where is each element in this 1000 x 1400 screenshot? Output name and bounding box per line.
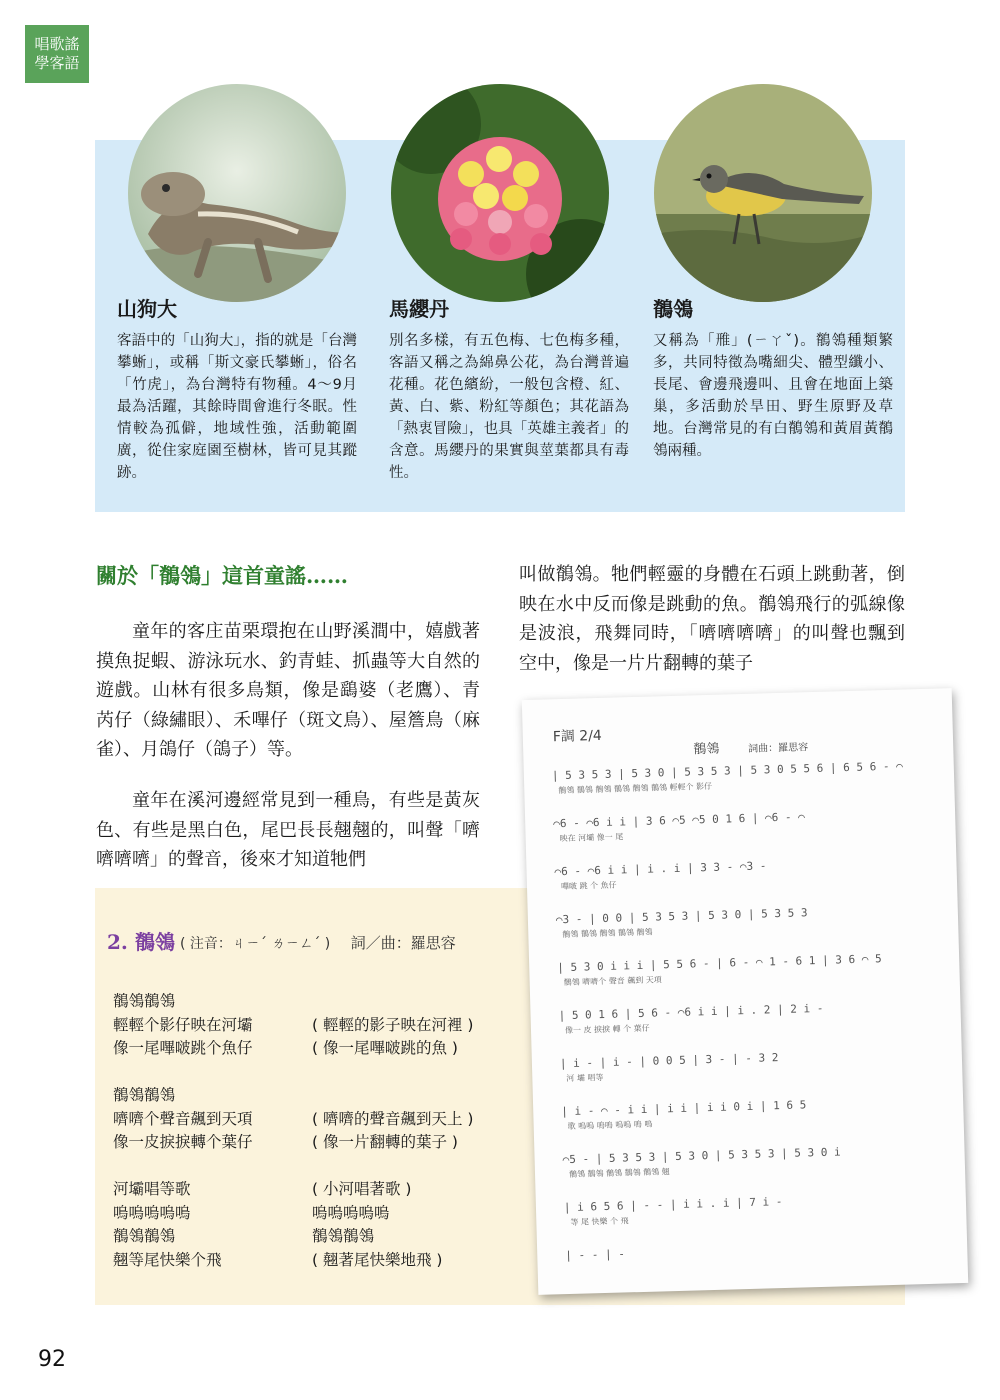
lizard-photo [128,84,346,302]
hakka-stanza [113,1178,253,1272]
lyric-line: 鶺鴒鶺鴒 [113,992,176,1010]
article-paragraph-2: 童年在溪河邊經常見到一種鳥，有些是黃灰色、有些是黑白色，尾巴長長翹翹的，叫聲「嚌嚌嚌嚌」的聲音，後來才知道牠們 [96,790,480,870]
score-credit: 詞曲：羅思容 [748,742,809,755]
score-note-row: ⌒6 - ⌒6 i i | 3 6 ⌒5 ⌒5 0 1 6 | ⌒6 - ⌒ [553,810,805,831]
lyric-line: 翹等尾快樂个飛 [113,1250,222,1269]
score-lyric-row: 鶺鴒 鶺鴒 鶺鴒 鶺鴒 鶺鴒 翹 [568,1167,670,1179]
wagtail-illustration [654,84,872,302]
score-lyric-row: 歌 嗚嗚 嗚嗚 嗚嗚 嗚 嗚 [567,1119,653,1132]
score-lyric-row: 等 尾 快樂 个 飛 [570,1216,629,1227]
species-title-wagtail: 鶺鴒 [653,297,693,321]
hakka-stanza [113,1084,253,1155]
wagtail-bird-photo [654,84,872,302]
score-lyric-row: 映在 河壩 像一 尾 [559,832,624,844]
page-number: 92 [38,1347,66,1372]
lyric-line: 像一尾嗶啵跳个魚仔 [113,1039,253,1057]
score-title: 鶺鴒 [693,741,720,758]
score-note-row: | 5 3 0 i i i | 5 5 6 - | 6 - ⌒ 1 - 6 1 | 3 6 ⌒ 5 [557,952,882,975]
score-lyric-row: 鶺鴒 嚌嚌个 聲音 飆到 天項 [563,975,662,988]
section-tag [25,25,89,83]
score-note-row: | i - ⌒ - i i | i i | i i 0 i | 1 6 5 [561,1098,807,1119]
lyric-line [312,990,473,1014]
score-lyric-row: 像一 皮 捩捩 轉 个 葉仔 [564,1023,650,1036]
lyric-line: 鶺鴒鶺鴒 [113,1086,176,1104]
score-note-row: | i - | i - | 0 0 5 | 3 - | - 3 2 [559,1051,779,1071]
song-meta [180,932,456,953]
score-note-row: | 5 0 1 6 | 5 6 - ⌒6 i i | i . 2 | 2 i - [558,1001,824,1023]
score-lyric-row: 鶺鴒 鶺鴒 鶺鴒 鶺鴒 鶺鴒 [562,927,653,940]
article-paragraph-3: 叫做鶺鴒。牠們輕靈的身體在石頭上跳動著，倒映在水中反而像是跳動的魚。鶺鴒飛行的弧線像是波浪，飛舞同時，「嚌嚌嚌嚌」的叫聲也飄到空中，像是一片片翻轉的葉子 [519,564,905,674]
species-title-lizard: 山狗大 [117,297,177,321]
lyric-line: 嗚嗚嗚嗚嗚 [312,1203,390,1222]
song-phonetic: ( 注音：ㄐㄧˊ ㄌㄧㄥˊ ) [180,936,331,952]
score-lyric-row: 嗶啵 跳 个 魚仔 [560,880,617,892]
score-note-row: ⌒6 - ⌒6 i i | i . i | 3 3 - ⌒3 - [554,859,767,879]
score-key: F調 2/4 [552,727,603,746]
mandarin-stanza [312,1178,473,1272]
score-lyric-row: 河 壩 唱等 [566,1072,604,1084]
article-heading: 關於「鶺鴒」這首童謠…… [96,563,348,588]
lantana-flower-photo [391,84,609,302]
lyric-line: ( 像一尾嗶啵跳的魚 ) [312,1039,458,1057]
lyric-line: ( 小河唱著歌 ) [312,1180,412,1198]
lyric-line: 鶺鴒鶺鴒 [312,1227,375,1245]
species-text-wagtail: 又稱為「雃」(ㄧㄚˇ)。鶺鴒種類繁多，共同特徵為嘴細尖、體型纖小、長尾、會邊飛邊叫、且會在地面上築巢，多活動於旱田、野生原野及草地。台灣常見的有白鶺鴒和黃眉黃鶺鴒兩種。 [653,333,893,459]
hakka-stanza [113,990,253,1061]
lizard-illustration [128,84,346,302]
score-note-row: | 5 3 5 3 | 5 3 0 | 5 3 5 3 | 5 3 0 5 5 6 | 6 5 6 - ⌒ [551,759,903,783]
lyric-line: ( 像一片翻轉的葉子 ) [312,1133,458,1151]
species-text-lantana: 別名多樣，有五色梅、七色梅多種，客語又稱之為綿鼻公花，為台灣普遍花種。花色繽紛，一般包含橙、紅、黃、白、紫、粉紅等顏色；其花語為「熱衷冒險」，也具「英雄主義者」的含意。馬纓丹的果實與莖葉都具有毒性。 [389,333,629,481]
lyric-line: 鶺鴒鶺鴒 [113,1227,176,1245]
score-rows [552,759,917,1262]
lyric-line: ( 輕輕的影子映在河裡 ) [312,1015,474,1034]
species-text-lizard: 客語中的「山狗大」，指的就是「台灣攀蜥」，或稱「斯文豪氏攀蜥」，俗名「竹虎」，為台灣特有物種。4～9月最為活躍，其餘時間會進行冬眠。性情較為孤僻，地域性強，活動範圍廣，從住家庭園至樹林，皆可見其蹤跡。 [117,333,357,481]
numbered-notation-score [522,688,968,1295]
music-score-sheet [522,688,968,1295]
score-note-row: ⌒5 - | 5 3 5 3 | 5 3 0 | 5 3 5 3 | 5 3 0 i [562,1145,841,1167]
score-note-row: ⌒3 - | 0 0 | 5 3 5 3 | 5 3 0 | 5 3 5 3 [555,906,808,927]
article-paragraph-1: 童年的客庄苗栗環抱在山野溪澗中，嬉戲著摸魚捉蝦、游泳玩水、釣青蛙、抓蟲等大自然的遊戲。山林有很多鳥類，像是鷂婆（老鷹）、青芮仔（綠繡眼）、禾嗶仔（斑文鳥）、屋簷鳥（麻雀）、月鴿仔（鴿子）等。 [96,621,480,760]
mandarin-stanza [312,1084,473,1155]
section-tag-line1: 唱歌謠 [34,35,80,53]
lyric-line: 河壩唱等歌 [113,1180,191,1198]
lyric-line [312,1084,473,1108]
lantana-illustration [391,84,609,302]
species-title-lantana: 馬纓丹 [389,297,449,321]
score-note-row: | i 6 5 6 | - - | i i . i | 7 i - [563,1195,783,1215]
lyric-line: 像一皮捩捩轉个葉仔 [113,1133,253,1151]
lyric-line: 嚌嚌个聲音飆到天項 [113,1109,253,1128]
song-author: 詞／曲：羅思容 [350,934,456,952]
mandarin-lyrics [312,990,473,1296]
lyric-line: ( 嚌嚌的聲音飆到天上 ) [312,1109,474,1128]
hakka-lyrics [113,990,253,1296]
lyric-line: 嗚嗚嗚嗚嗚 [113,1203,191,1222]
section-tag-line2: 學客語 [34,54,80,72]
score-lyric-row: 鶺鴒 鶺鴒 鶺鴒 鶺鴒 鶺鴒 鶺鴒 輕輕个 影仔 [558,781,713,796]
song-title: 2. 鶺鴒 [107,930,175,954]
lyric-line: 輕輕个影仔映在河壩 [113,1015,253,1034]
score-note-row: | - - | - [565,1247,626,1263]
mandarin-stanza [312,990,473,1061]
lyric-line: ( 翹著尾快樂地飛 ) [312,1250,443,1269]
